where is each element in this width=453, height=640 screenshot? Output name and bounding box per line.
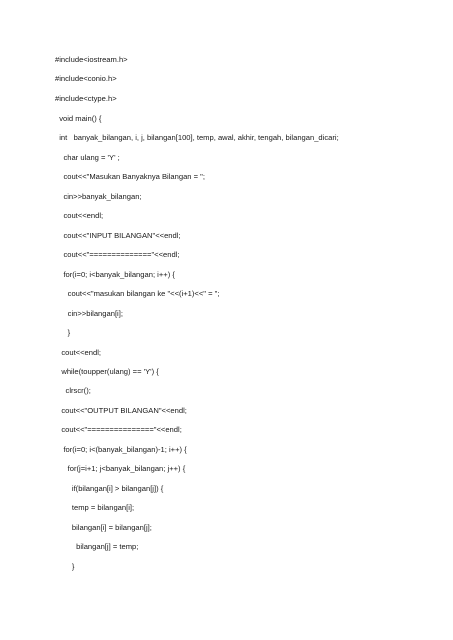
code-line-while-toupper: while(toupper(ulang) == 'Y') { (55, 367, 159, 376)
code-line-include-iostream: #include<iostream.h> (55, 55, 128, 64)
code-line-cin-banyak-bilangan: cin>>banyak_bilangan; (55, 192, 142, 201)
code-line-include-conio: #include<conio.h> (55, 74, 117, 83)
code-line-close-brace-2: } (55, 562, 75, 571)
code-line-swap-j: bilangan[j] = temp; (55, 542, 139, 551)
code-line-char-ulang: char ulang = 'Y' ; (55, 153, 120, 162)
code-line-temp-assign: temp = bilangan[i]; (55, 503, 135, 512)
code-line-for-inner-sort-loop: for(j=i+1; j<banyak_bilangan; j++) { (55, 464, 186, 473)
code-line-for-outer-sort-loop: for(i=0; i<(banyak_bilangan)-1; i++) { (55, 445, 187, 454)
code-line-swap-i: bilangan[i] = bilangan[j]; (55, 523, 152, 532)
code-line-close-brace-1: } (55, 328, 71, 337)
code-line-for-input-loop: for(i=0; i<banyak_bilangan; i++) { (55, 270, 175, 279)
code-line-cout-masukan-bilangan-ke: cout<<"masukan bilangan ke "<<(i+1)<<" = "; (55, 289, 220, 298)
code-line-int-declarations: int banyak_bilangan, i, j, bilangan[100], temp, awal, akhir, tengah, bilangan_dicari; (55, 133, 339, 142)
code-line-void-main: void main() { (55, 114, 102, 123)
code-line-cout-masukan-banyaknya: cout<<"Masukan Banyaknya Bilangan = "; (55, 172, 205, 181)
code-line-cout-endl-2: cout<<endl; (55, 348, 102, 357)
code-line-cout-endl-1: cout<<endl; (55, 211, 104, 220)
code-line-clrscr: clrscr(); (55, 386, 91, 395)
code-line-cout-output-bilangan: cout<<"OUTPUT BILANGAN"<<endl; (55, 406, 187, 415)
code-line-cout-output-separator: cout<<"==============="<<endl; (55, 425, 182, 434)
code-line-cout-input-bilangan: cout<<"INPUT BILANGAN"<<endl; (55, 231, 181, 240)
code-line-cin-bilangan-i: cin>>bilangan[i]; (55, 309, 123, 318)
code-line-cout-input-separator: cout<<"=============="<<endl; (55, 250, 180, 259)
code-line-if-compare: if(bilangan[i] > bilangan[j]) { (55, 484, 164, 493)
code-line-include-ctype: #include<ctype.h> (55, 94, 117, 103)
